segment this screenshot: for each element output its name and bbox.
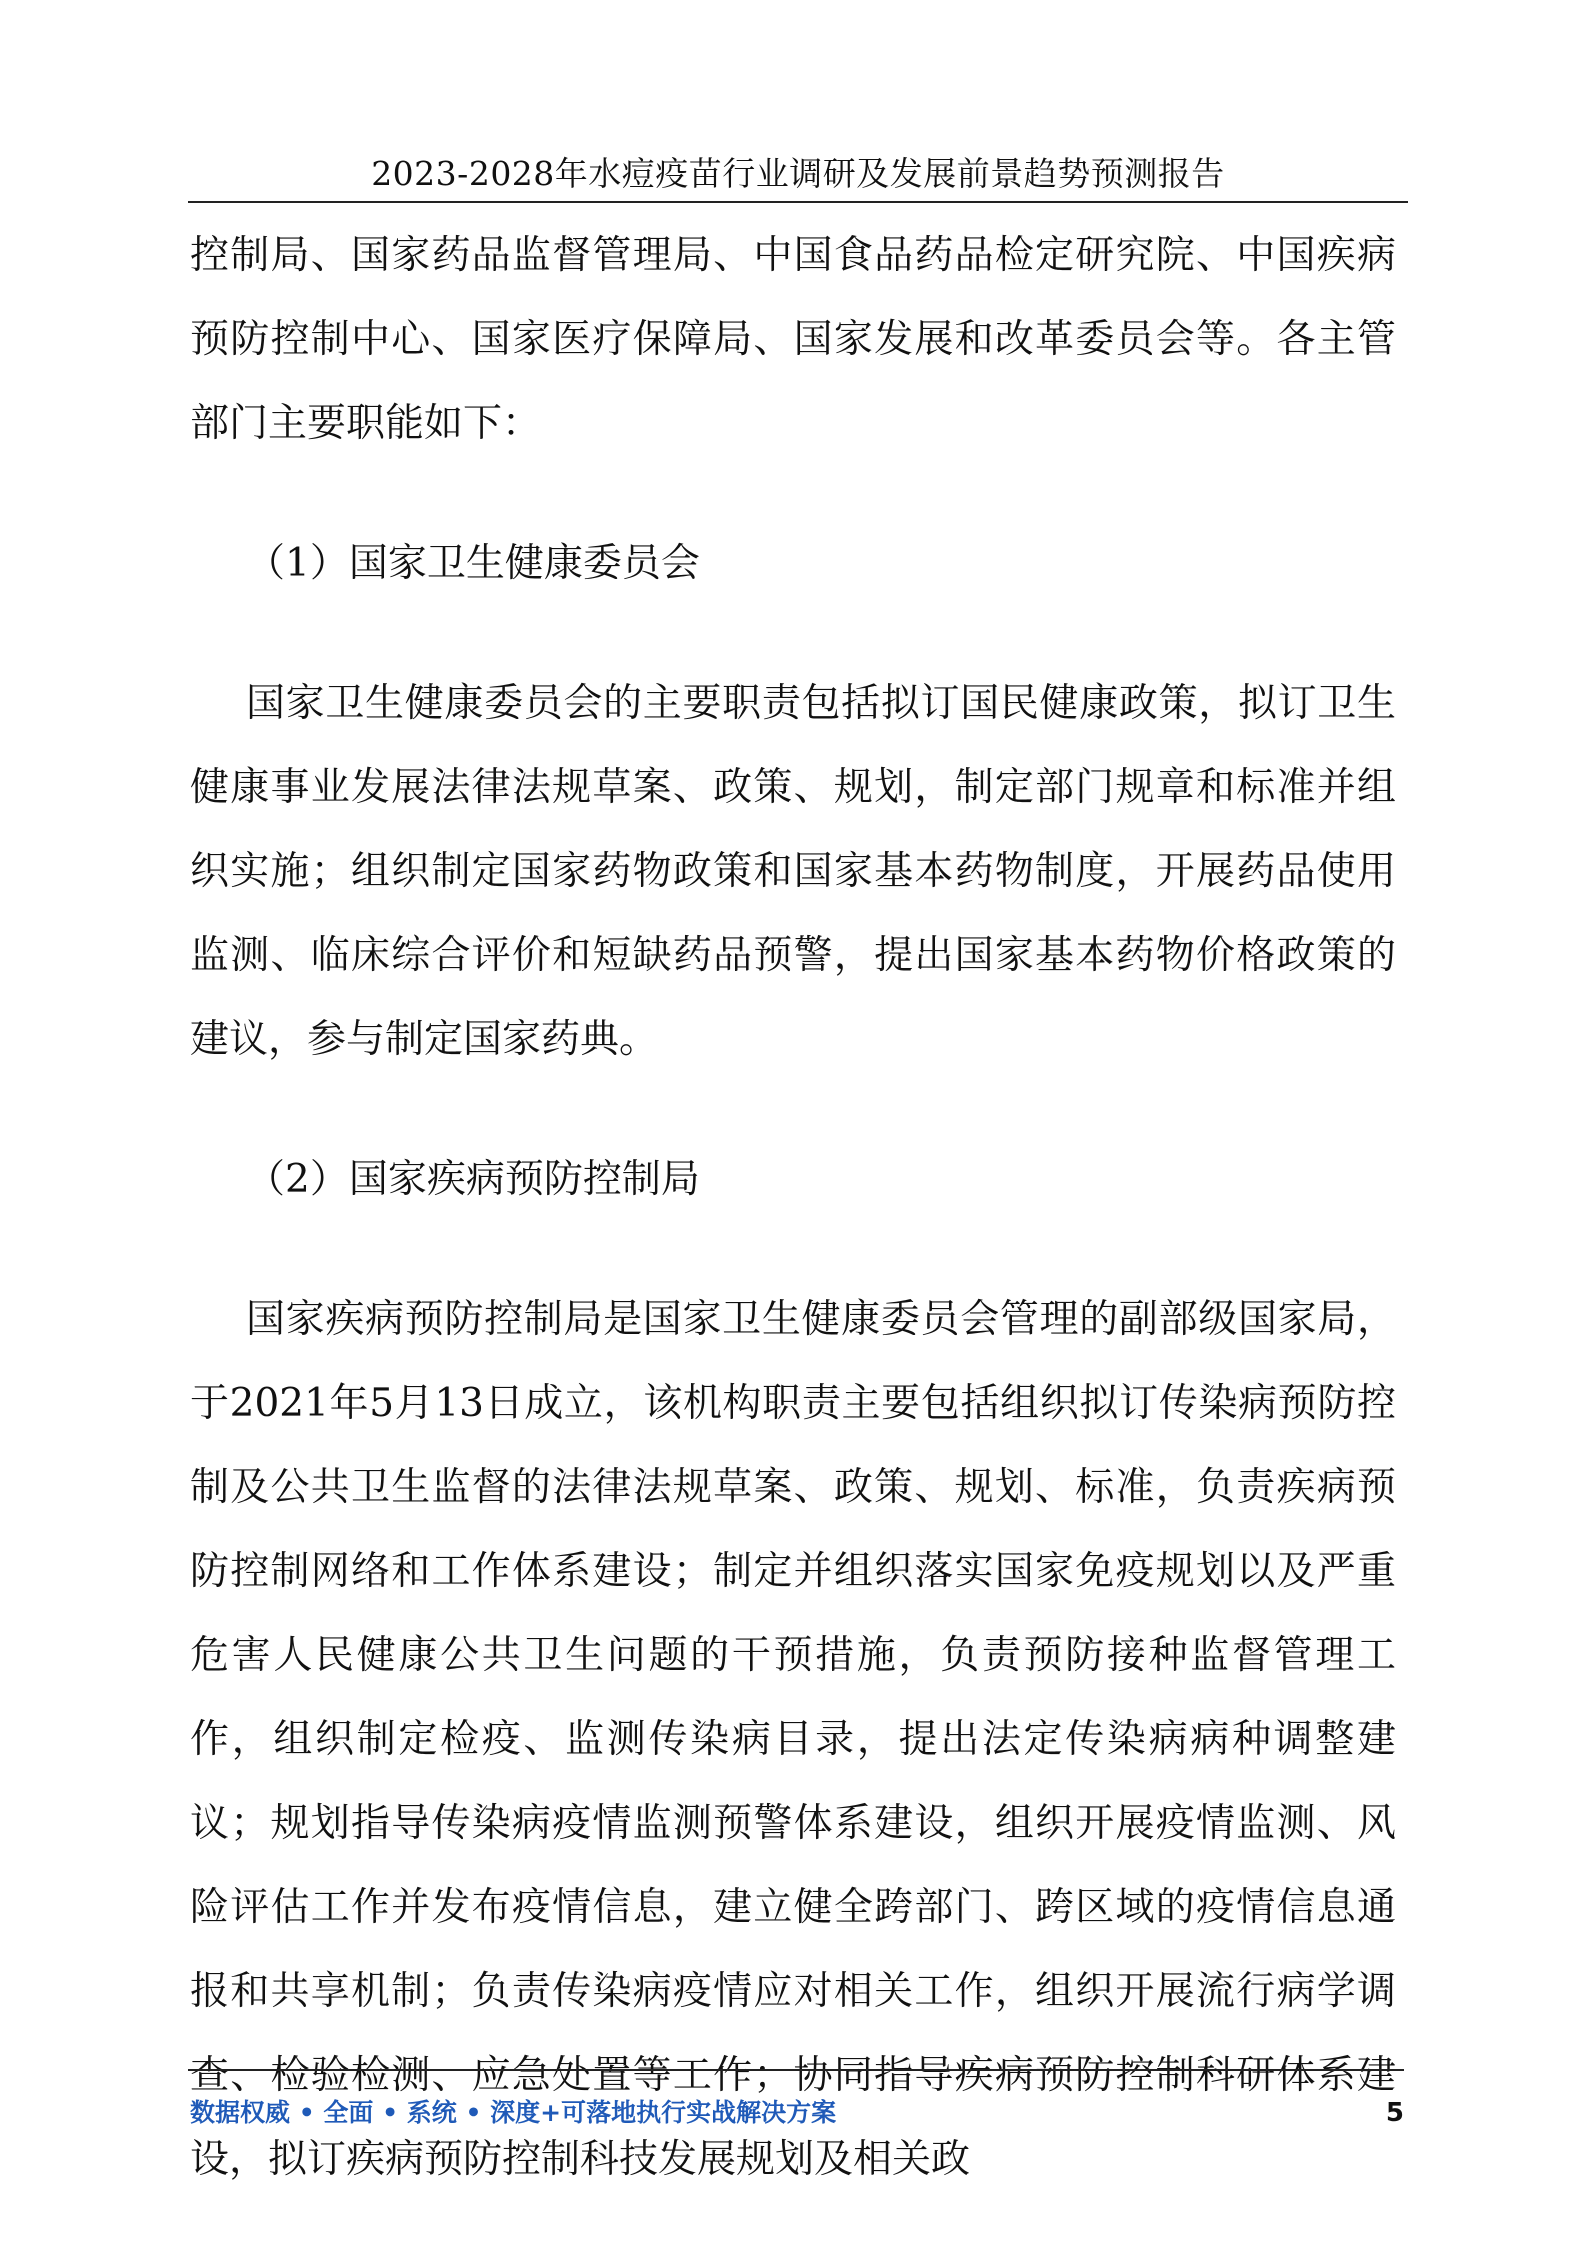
footer-divider [188,2069,1404,2071]
section-heading-cdc-bureau: （2）国家疾病预防控制局 [246,1157,700,1202]
page-number: 5 [1385,2098,1404,2128]
paragraph-spacer [190,606,1396,662]
section-paragraph-cdc-bureau: 国家疾病预防控制局是国家卫生健康委员会管理的副部级国家局，于2021年5月13日成立，该机构职责主要包括组织拟订传染病预防控制及公共卫生监督的法律法规草案、政策、规划、标准，负责疾病预防控制网络和工作体系建设；制定并组织落实国家免疫规划以及严重危害人民健康公共卫生问题的干预措施，负责预防接种监督管理工作，组织制定检疫、监测传染病目录，提出法定传染病病种调整建议；规划指导传染病疫情监测预警体系建设，组织开展疫情监测、风险评估工作并发布疫情信息，建立健全跨部门、跨区域的疫情信息通报和共享机制；负责传染病疫情应对相关工作，组织开展流行病学调查、检验检测、应急处置等工作；协同指导疾病预防控制科研体系建设，拟订疾病预防控制科技发展规划及相关政 [190,1297,1396,2182]
section-heading-nhc: （1）国家卫生健康委员会 [246,541,700,586]
page-body [190,214,1396,2202]
header-divider [188,201,1408,203]
page-header-title: 2023-2028年水痘疫苗行业调研及发展前景趋势预测报告 [371,154,1225,193]
section-paragraph-nhc: 国家卫生健康委员会的主要职责包括拟订国民健康政策，拟订卫生健康事业发展法律法规草案、政策、规划，制定部门规章和标准并组织实施；组织制定国家药物政策和国家基本药物制度，开展药品使用监测、临床综合评价和短缺药品预警，提出国家基本药物价格政策的建议，参与制定国家药典。 [190,681,1396,1062]
paragraph-spacer [190,466,1396,522]
paragraph-spacer [190,1082,1396,1138]
footer-tagline: 数据权威 • 全面 • 系统 • 深度+可落地执行实战解决方案 [190,2098,837,2127]
paragraph-spacer [190,1222,1396,1278]
continuation-paragraph: 控制局、国家药品监督管理局、中国食品药品检定研究院、中国疾病预防控制中心、国家医疗保障局、国家发展和改革委员会等。各主管部门主要职能如下： [190,233,1396,446]
